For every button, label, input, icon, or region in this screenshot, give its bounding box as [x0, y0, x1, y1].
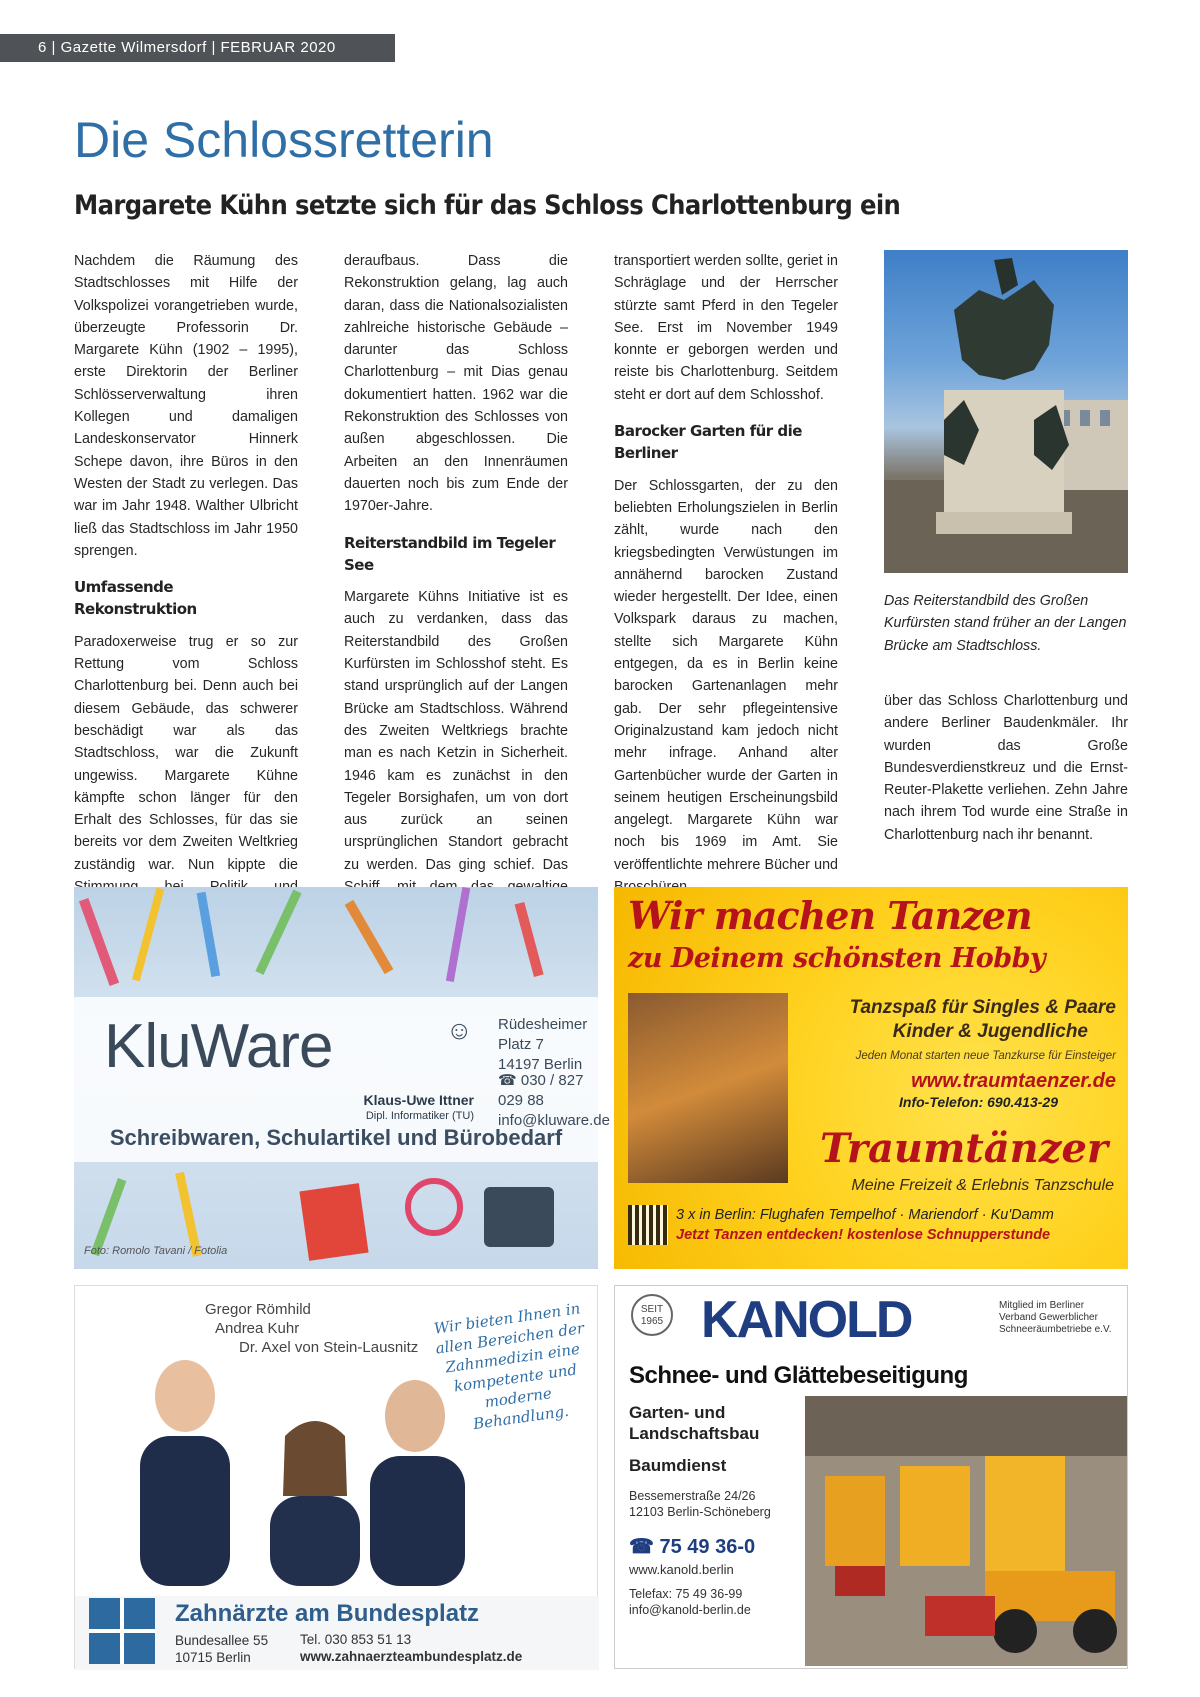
qr-code-icon[interactable] [628, 1205, 668, 1245]
dentist-slogan: Wir bieten Ihnen in allen Bereichen der Zahnmedizin eine kompetente und moderne Behandlung. [432, 1299, 586, 1434]
photo-caption: Das Reiterstandbild des Großen Kurfürsten stand früher an der Langen Brücke am Stadtschloss. [884, 593, 1127, 654]
email-link[interactable]: info@kanold-berlin.de [629, 1603, 751, 1617]
article-column-4 [884, 690, 1128, 846]
paragraph: Der Schlossgarten, der zu den beliebten Erholungszielen in Berlin zählt, wurde nach den kriegsbedingten Verwüstungen im annähernd barocken Zustand wieder hergestellt. Der Idee, einen Volkspark daraus zu machen, stellte sich Margarete Kühn entgegen, da es in Berlin keine barocken Gartenanlagen mehr gab. Der sehr pflegeintensive Originalzustand kam jedoch nicht mehr infrage. Anhand alter Gartenbücher wurde der Garten in seinem heutigen Erscheinungsbild angelegt. Margarete Kühn war noch bis 1969 im Amt. Sie veröffentlichte mehrere Bücher und [614, 477, 838, 873]
kluware-address [498, 1015, 598, 1075]
article-column-3 [614, 250, 838, 898]
traumtaenzer-slogan: Meine Freizeit & Erlebnis Tanzschule [851, 1177, 1114, 1194]
street: Bundesallee 55 [175, 1633, 269, 1648]
email-link[interactable]: info@kluware.de [498, 1112, 610, 1129]
kluware-tagline: Schreibwaren, Schulartikel und Bürobedarf [109, 1125, 563, 1150]
article-column-2 [344, 250, 568, 921]
dancers-photo [628, 993, 788, 1183]
dentist-name: Andrea Kuhr [215, 1320, 300, 1337]
city: 10715 Berlin [175, 1650, 251, 1665]
tooth-icon [89, 1598, 155, 1664]
paragraph: Paradoxerweise trug er so zur Rettung vom Schloss Charlottenburg bei. Denn auch bei diesem Gebäude, das schwerer beschädigt war als das Stadtschloss, war die Zukunft ungewiss. Margarete Kühne kämpfte schon länger für den Erhalt des Schlosses, für das sie bereits vor dem Zweiten Weltkrieg zuständig war. Nun kippte die [74, 633, 298, 873]
dance-offer-2: Kinder & Jugendliche [892, 1021, 1088, 1042]
paragraph: Nachdem die Räumung des Stadtschlosses mit Hilfe der Volkspolizei vorangetrieben wurde, überzeugte Professorin Dr. Margarete Kühn (1902 – 1995), erste Direktorin der Berliner Schlösserverwaltung ihren Kollegen und damaligen Landeskonservator Hinnerk Schepe davon, ihre Büros in den Westen der Stadt zu verlegen. Das war im Jahr 1948. Walther Ulbricht ließ das Stadtschloss im Jahr 1950 sprengen. [74, 253, 298, 559]
kluware-owner [324, 1092, 474, 1124]
dance-website-link[interactable]: www.traumtaenzer.de [911, 1070, 1116, 1092]
dance-cta: Jetzt Tanzen entdecken! kostenlose Schnupperstunde [676, 1227, 1051, 1243]
kanold-service-trees: Baumdienst [629, 1456, 727, 1475]
equestrian-statue-icon [884, 250, 1128, 573]
city: 12103 Berlin-Schöneberg [629, 1505, 771, 1519]
kluware-logo: KluWare [104, 1012, 333, 1081]
phone[interactable]: ☎ 030 / 827 029 88 [498, 1072, 584, 1109]
paragraph: deraufbaus. Dass die Rekonstruktion gelang, lag auch daran, dass die Nationalsozialisten zahlreiche historische Gebäude – darunter das Schloss Charlottenburg – mit Dias genau dokumentiert hatten. 1962 war die Rekonstruktion des Schlosses von außen abgeschlossen. Die Arbeiten an den Innenräumen dauerten noch bis zum Ende der 1970er-Jahre. [344, 253, 568, 515]
kanold-address [629, 1488, 771, 1520]
since-1965-badge: SEIT 1965 [631, 1294, 673, 1336]
paragraph: über das Schloss Charlottenburg und andere Berliner Baudenkmäler. Ihr wurden das Große Bundesverdienstkreuz und die Ernst-Reuter-Plakette verliehen. Zehn Jahre nach ihrem Tod wurde eine Straße in Charlottenburg nach ihr benannt. [884, 693, 1128, 843]
section-heading: Reiterstandbild im Tegeler See [344, 533, 556, 574]
dance-title: Wir machen Tanzen [628, 893, 1032, 938]
paragraph: Margarete Kühns Initiative ist es auch zu verdanken, dass das Reiterstandbild des Großen Kurfürsten im Schlosshof steht. Es stand ursprünglich auf der Langen Brücke am Stadtschloss. Während des Zweiten Weltkriegs brachte man es nach Ketzin in Sicherheit. 1946 kam es zunächst in den Tegeler Borsighafen, um von dort aus zurück an seinen ursprünglichen Standort gebracht zu werden. Das ging schief. Das [344, 589, 568, 873]
dance-locations: 3 x in Berlin: Flughafen Tempelhof · Mariendorf · Ku'Damm [676, 1207, 1054, 1223]
dance-info-phone: Info-Telefon: 690.413-29 [899, 1094, 1058, 1110]
city: 14197 Berlin [498, 1056, 583, 1073]
running-head: 6 | Gazette Wilmersdorf | FEBRUAR 2020 [0, 34, 395, 62]
dentist-address [175, 1632, 268, 1666]
dentist-phone[interactable]: Tel. 030 853 51 13 [300, 1632, 412, 1647]
section-heading: Barocker Garten für die Berliner [614, 422, 802, 463]
dentists-photo [115, 1346, 555, 1586]
kanold-phone[interactable]: ☎ 75 49 36-0 [629, 1536, 756, 1558]
dance-offer-1: Tanzspaß für Singles & Paare [849, 997, 1116, 1018]
dentist-practice-name: Zahnärzte am Bundesplatz [175, 1600, 480, 1627]
snowplow-vehicles-photo [805, 1396, 1127, 1666]
street: Rüdesheimer Platz 7 [498, 1016, 588, 1053]
kanold-service-snow: Schnee- und Glättebeseitigung [629, 1362, 968, 1389]
article-column-1 [74, 250, 298, 921]
kluware-contact [498, 1071, 610, 1131]
kanold-service-garden: Garten- und Landschaftsbau [629, 1403, 760, 1443]
dentist-name: Gregor Römhild [205, 1301, 311, 1318]
owner-title: Dipl. Informatiker (TU) [365, 1110, 474, 1122]
dentist-name: Dr. Axel von Stein-Lausnitz [239, 1339, 419, 1356]
smiley-icon: ☺ [446, 1015, 473, 1045]
traumtaenzer-logo: Traumtänzer [820, 1125, 1108, 1172]
kanold-membership: Mitglied im Berliner Verband Gewerblicher Schneeräumbetriebe e.V. [999, 1300, 1112, 1335]
street: Bessemerstraße 24/26 [629, 1489, 756, 1503]
kanold-contact [629, 1586, 751, 1618]
photo-credit: Foto: Romolo Tavani / Fotolia [84, 1245, 228, 1257]
paragraph: transportiert werden sollte, geriet in Schräglage und der Herrscher stürzte samt Pferd in den Tegeler See. Erst im November 1949 konnte er geborgen werden und reiste bis Charlottenburg. Seitdem steht er dort auf dem Schlosshof. [614, 253, 838, 403]
section-heading: Umfassende Rekonstruktion [74, 578, 197, 619]
traumtaenzer-ad[interactable] [614, 887, 1128, 1269]
dance-subtitle: zu Deinem schönsten Hobby [628, 943, 1046, 974]
fax: Telefax: 75 49 36-99 [629, 1587, 743, 1601]
dentist-website-link[interactable]: www.zahnaerzteambundesplatz.de [300, 1649, 523, 1664]
dance-monthly: Jeden Monat starten neue Tanzkurse für Einsteiger [855, 1050, 1116, 1062]
owner-name: Klaus-Uwe Ittner [363, 1092, 474, 1108]
kluware-ad[interactable] [74, 887, 610, 1269]
kanold-website-link[interactable]: www.kanold.berlin [629, 1562, 734, 1577]
article-title: Die Schlossretterin [74, 112, 494, 168]
article-subtitle: Margarete Kühn setzte sich für das Schloss Charlottenburg ein [74, 190, 901, 221]
kanold-ad[interactable] [614, 1285, 1128, 1669]
statue-photo [884, 250, 1128, 573]
kanold-logo: KANOLD [701, 1291, 912, 1349]
dentist-ad[interactable] [74, 1285, 598, 1669]
